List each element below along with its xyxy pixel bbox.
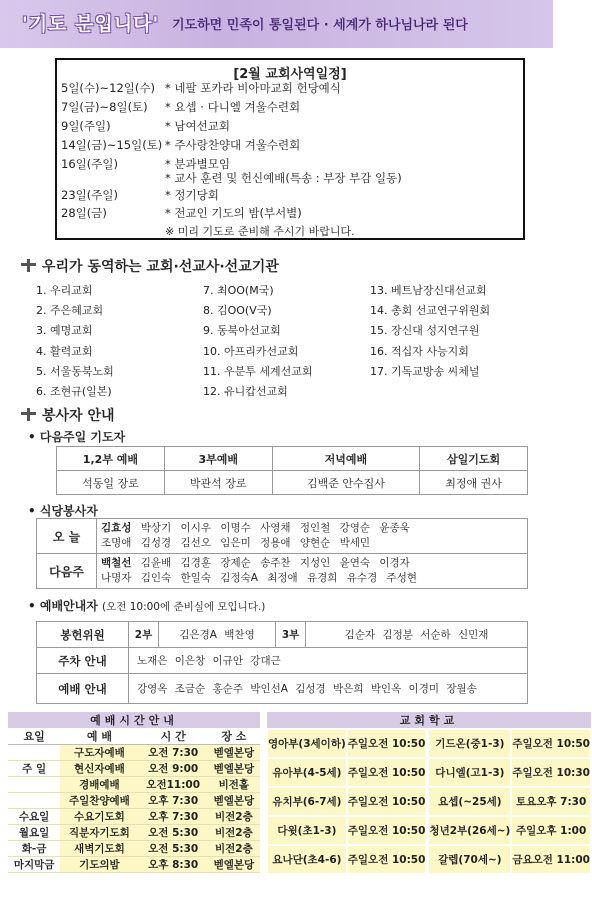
volunteers-title bbox=[20, 405, 115, 425]
worship-day bbox=[8, 777, 60, 793]
kitchen-label: 다음주 bbox=[37, 554, 97, 589]
worship-place: 비전2층 bbox=[208, 841, 260, 857]
school-dept: 청년2부(26세~) bbox=[428, 816, 511, 845]
kitchen-names bbox=[97, 554, 528, 589]
prayer-header: 저녁예배 bbox=[272, 447, 420, 471]
partner-item: 15. 장신대 성지연구원 bbox=[370, 324, 480, 337]
kitchen-line-text: 김윤배 김경훈 장제순 송주찬 지성인 윤연숙 이경자 bbox=[140, 557, 410, 569]
partner-item: 13. 베트남장신대선교회 bbox=[370, 284, 487, 297]
schedule-date: 23일(주일) bbox=[61, 188, 118, 202]
usher-names: 강영옥 조금순 홍순주 박인선A 김성경 박은희 박인옥 이경미 장월송 bbox=[129, 674, 528, 704]
partner-item: 2. 주은혜교회 bbox=[36, 304, 104, 317]
partners-title bbox=[20, 256, 279, 276]
kitchen-lead: 김효성 bbox=[101, 522, 132, 534]
usher-label: 주차 안내 bbox=[37, 648, 129, 674]
worship-day: 월요일 bbox=[8, 825, 60, 841]
worship-times-table bbox=[8, 712, 260, 873]
partner-item: 16. 적십자 사능지회 bbox=[370, 345, 469, 358]
prayer-name: 김백준 안수집사 bbox=[272, 471, 420, 495]
partner-item: 4. 활력교회 bbox=[36, 345, 93, 358]
worship-name: 기도의밤 bbox=[60, 857, 138, 873]
worship-time: 오전 9:00 bbox=[139, 761, 208, 777]
church-school-table bbox=[266, 712, 592, 875]
worship-time: 오전11:00 bbox=[139, 777, 208, 793]
school-time: 금요오전 11:00 bbox=[511, 845, 591, 874]
school-dept: 다윗(초1-3) bbox=[267, 816, 347, 845]
school-dept: 다니엘(고1-3) bbox=[428, 758, 511, 787]
schedule-note: ※ 미리 기도로 준비해 주시기 바랍니다. bbox=[165, 225, 355, 238]
worship-name: 수요기도회 bbox=[60, 809, 138, 825]
header-slogan: 기도하면 민족이 통일된다 · 세계가 하나님나라 된다 bbox=[172, 18, 468, 33]
worship-time: 오전 5:30 bbox=[139, 825, 208, 841]
schedule-date: 14일(금)~15일(토) bbox=[61, 138, 163, 152]
partner-item: 8. 김OO(V국) bbox=[203, 304, 272, 317]
worship-place: 벧엘본당 bbox=[208, 857, 260, 873]
schedule-event: * 전교인 기도의 밤(부서별) bbox=[165, 206, 302, 220]
worship-name: 새벽기도회 bbox=[60, 841, 138, 857]
partners-title-text: 우리가 동역하는 교회·선교사·선교기관 bbox=[42, 259, 279, 275]
worship-place: 벧엘본당 bbox=[208, 745, 260, 761]
prayer-header: 3부예배 bbox=[164, 447, 272, 471]
schedule-date: 9일(주일) bbox=[61, 119, 111, 133]
prayer-name: 박관석 장로 bbox=[164, 471, 272, 495]
worship-header: 장 소 bbox=[208, 728, 260, 745]
worship-place: 비전2층 bbox=[208, 825, 260, 841]
school-dept: 유아부(4-5세) bbox=[267, 758, 347, 787]
worship-day: 화-금 bbox=[8, 841, 60, 857]
worship-time: 오전 7:30 bbox=[139, 745, 208, 761]
school-dept: 갈렙(70세~) bbox=[428, 845, 511, 874]
schedule-event: * 요셉 · 다니엘 겨울수련회 bbox=[165, 100, 301, 114]
kitchen-line-text: 조명애 김성경 김선오 임은미 정용애 양현순 박세민 bbox=[101, 537, 371, 549]
school-dept: 유치부(6-7세) bbox=[267, 787, 347, 816]
church-school-title: 교회학교 bbox=[267, 712, 591, 729]
worship-name: 경배예배 bbox=[60, 777, 138, 793]
header-banner bbox=[0, 0, 553, 48]
partner-item: 14. 총회 선교연구위원회 bbox=[370, 304, 491, 317]
worship-day: 수요일 bbox=[8, 809, 60, 825]
school-dept: 영아부(3세이하) bbox=[267, 729, 347, 758]
usher-label: 예배 안내 bbox=[37, 674, 129, 704]
usher-subnote: (오전 10:00에 준비실에 모입니다.) bbox=[102, 601, 266, 613]
schedule-date: 16일(주일) bbox=[61, 157, 118, 171]
worship-day bbox=[8, 793, 60, 809]
kitchen-line bbox=[101, 521, 523, 536]
school-time: 주일오전 10:50 bbox=[347, 729, 427, 758]
usher-label: 봉헌위원 bbox=[37, 622, 129, 648]
prayer-header: 삼일기도회 bbox=[420, 447, 528, 471]
schedule-event: * 정기당회 bbox=[165, 188, 219, 202]
schedule-event: * 남여선교회 bbox=[165, 119, 230, 133]
schedule-title: [2월 교회사역일정] bbox=[233, 67, 347, 82]
schedule-box bbox=[55, 58, 525, 240]
school-time: 주일오전 10:50 bbox=[347, 816, 427, 845]
school-dept: 요셉(~25세) bbox=[428, 787, 511, 816]
usher-names: 김은경A 백찬영 bbox=[159, 622, 276, 648]
usher-subtitle bbox=[28, 597, 265, 614]
partner-item: 11. 우분투 세계선교회 bbox=[203, 365, 313, 378]
prayer-subtitle: • 다음주일 기도자 bbox=[28, 430, 126, 444]
usher-subtitle-text: • 예배안내자 bbox=[28, 599, 98, 613]
school-time: 주일오전 10:50 bbox=[347, 758, 427, 787]
worship-place: 벧엘본당 bbox=[208, 761, 260, 777]
worship-time: 오후 7:30 bbox=[139, 793, 208, 809]
kitchen-lead: 백철선 bbox=[101, 557, 132, 569]
kitchen-label: 오 늘 bbox=[37, 519, 97, 554]
usher-names: 노재은 이은창 이규안 강대근 bbox=[129, 648, 528, 674]
worship-name: 구도자예배 bbox=[60, 745, 138, 761]
worship-header: 시 간 bbox=[139, 728, 208, 745]
prayer-table bbox=[56, 446, 528, 495]
worship-time: 오전 5:30 bbox=[139, 841, 208, 857]
worship-name: 직분자기도회 bbox=[60, 825, 138, 841]
worship-place: 비전홀 bbox=[208, 777, 260, 793]
worship-name: 현신자예배 bbox=[60, 761, 138, 777]
worship-time: 오후 8:30 bbox=[139, 857, 208, 873]
usher-part: 2부 bbox=[129, 622, 159, 648]
school-time: 토요오후 7:30 bbox=[511, 787, 591, 816]
prayer-name: 석동일 장로 bbox=[57, 471, 165, 495]
school-time: 주일오전 10:50 bbox=[511, 729, 591, 758]
kitchen-line-text: 나명자 김인숙 한일숙 김정숙A 최정애 유경희 유수경 주성현 bbox=[101, 572, 417, 584]
kitchen-line bbox=[101, 536, 523, 551]
partner-item: 12. 유니캅선교회 bbox=[203, 385, 288, 398]
kitchen-line bbox=[101, 571, 523, 586]
school-dept: 기드온(중1-3) bbox=[428, 729, 511, 758]
school-time: 주일오후 1:00 bbox=[511, 816, 591, 845]
prayer-header: 1,2부 예배 bbox=[57, 447, 165, 471]
worship-day: 마지막금 bbox=[8, 857, 60, 873]
kitchen-line bbox=[101, 556, 523, 571]
partner-item: 7. 최OO(M국) bbox=[203, 284, 274, 297]
volunteers-title-text: 봉사자 안내 bbox=[42, 408, 115, 424]
kitchen-line-text: 박상기 이시우 이명수 사영채 정인철 강영순 윤종욱 bbox=[140, 522, 410, 534]
school-time: 주일오전 10:50 bbox=[347, 787, 427, 816]
kitchen-names bbox=[97, 519, 528, 554]
worship-day: 주 일 bbox=[8, 761, 60, 777]
header-title: '기도 분입니다' bbox=[22, 13, 160, 35]
schedule-event: * 주사랑찬양대 겨울수련회 bbox=[165, 138, 301, 152]
school-dept: 요나단(초4-6) bbox=[267, 845, 347, 874]
worship-day bbox=[8, 745, 60, 761]
school-time: 주일오전 10:30 bbox=[511, 758, 591, 787]
schedule-date: 5일(수)~12일(수) bbox=[61, 81, 155, 95]
partner-item: 3. 예명교회 bbox=[36, 324, 93, 337]
schedule-event: * 분과별모임 bbox=[165, 157, 230, 171]
prayer-name: 최정애 권사 bbox=[420, 471, 528, 495]
cross-icon bbox=[20, 259, 38, 273]
partner-item: 10. 아프리카선교회 bbox=[203, 345, 299, 358]
kitchen-table bbox=[36, 518, 528, 589]
partner-item: 6. 조현규(일본) bbox=[36, 385, 112, 398]
worship-place: 비전2층 bbox=[208, 809, 260, 825]
partner-item: 9. 동북아선교회 bbox=[203, 324, 281, 337]
worship-name: 주일찬양예배 bbox=[60, 793, 138, 809]
schedule-event: * 교사 훈련 및 헌신예배(특송 : 부장 부감 일동) bbox=[165, 171, 402, 185]
partner-item: 17. 기독교방송 씨체널 bbox=[370, 365, 480, 378]
kitchen-subtitle: • 식당봉사자 bbox=[28, 504, 98, 518]
schedule-date: 28일(금) bbox=[61, 206, 107, 220]
worship-time: 오후 7:30 bbox=[139, 809, 208, 825]
worship-header: 예 배 bbox=[60, 728, 138, 745]
worship-times-title: 예배시간안내 bbox=[8, 712, 260, 728]
schedule-event: * 네팔 포카라 비아마교회 헌당예식 bbox=[165, 81, 341, 95]
cross-icon bbox=[20, 408, 38, 422]
worship-place: 벧엘본당 bbox=[208, 793, 260, 809]
partner-item: 1. 우리교회 bbox=[36, 284, 93, 297]
school-time: 주일오전 10:50 bbox=[347, 845, 427, 874]
usher-names: 김순자 김정분 서순하 신민재 bbox=[306, 622, 528, 648]
usher-part: 3부 bbox=[276, 622, 306, 648]
partner-item: 5. 서울동북노회 bbox=[36, 365, 114, 378]
usher-table bbox=[36, 621, 528, 704]
schedule-date: 7일(금)~8일(토) bbox=[61, 100, 148, 114]
worship-header: 요일 bbox=[8, 728, 60, 745]
